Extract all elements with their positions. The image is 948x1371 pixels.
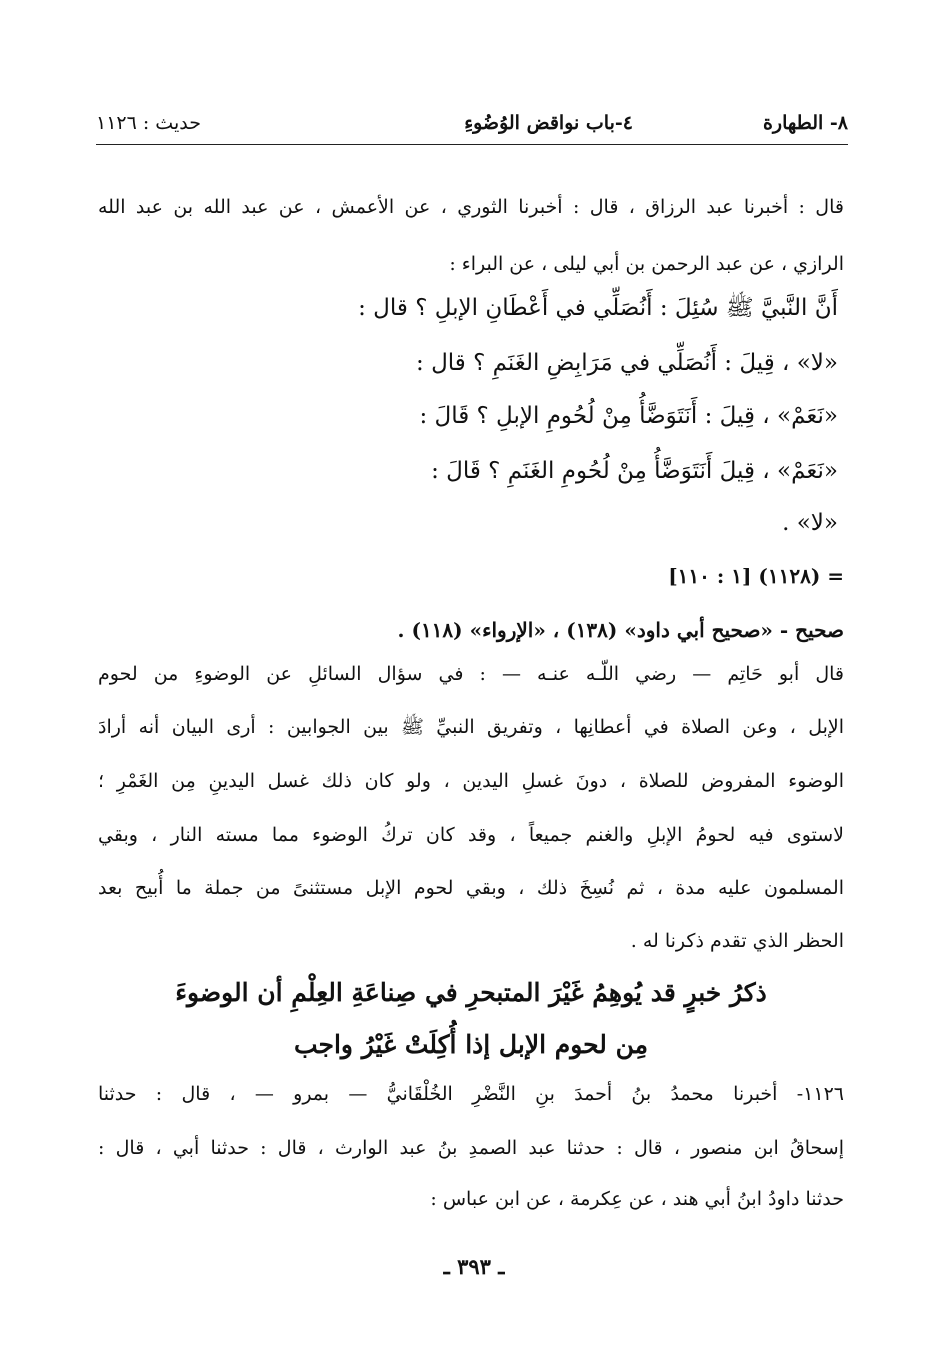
section-heading: ذكرُ خبرٍ قد يُوهِمُ غَيْرَ المتبحرِ في صِناعَةِ العِلْمِ أن الوضوءَ (175, 978, 767, 1007)
hadith-reference: حديث : ١١٢٦ (96, 112, 201, 134)
running-header (96, 108, 848, 145)
commentary-line: الإبل ، وعن الصلاة في أعطانِها ، وتفريق النبيِّ ﷺ بين الجوابين : أرى البيان أنه أرادَ (98, 716, 844, 738)
commentary-line: الحظر الذي تقدم ذكرنا له . (630, 930, 844, 952)
text-line: قال : أخبرنا عبد الرزاق ، قال : أخبرنا الثوري ، عن الأعمش ، عن عبد الله بن عبد الله (98, 196, 844, 218)
text-line: الرازي ، عن عبد الرحمن بن أبي ليلى ، عن البراء : (449, 253, 844, 275)
grading-note: صحيح - «صحيح أبي داود» (١٣٨) ، «الإرواء» (١١٨) . (397, 618, 844, 642)
hadith-chain-line: ١١٢٦- أخبرنا محمدُ بنُ أحمدَ بنِ النَّضْرِ الخُلْقَانيُّ — بمرو — ، قال : حدثنا (98, 1083, 844, 1105)
hadith-text-line: «لا» . (782, 510, 838, 536)
hadith-chain-line: حدثنا داودُ ابنُ أبي هند ، عن عِكرمة ، عن ابن عباس : (430, 1188, 844, 1210)
cross-reference: = (١١٢٨) [١ : ١١٠] (668, 564, 844, 588)
hadith-text-line: أَنَّ النَّبيَّ ﷺ سُئِلَ : أَنُصَلِّي في أَعْطَانِ الإبلِ ؟ قال : (358, 295, 838, 321)
hadith-text-line: «نَعَمْ» ، قِيلَ أَنَتَوَضَّأُ مِنْ لُحُومِ الغَنَمِ ؟ قَالَ : (431, 458, 838, 484)
page-number: ـ ٣٩٣ ـ (443, 1254, 505, 1279)
commentary-line: قال أبو حَاتِم — رضي اللّـه عنـه — : في سؤال السائلِ عن الوضوءِ من لحوم (98, 663, 844, 685)
chapter-title: ٨- الطهارة (762, 112, 848, 134)
section-heading: مِن لحوم الإبل إذا أُكِلَتْ غَيْرُ واجب (293, 1030, 649, 1059)
hadith-text-line: «لا» ، قِيلَ : أَنُصَلِّي في مَرَابِضِ الغَنَمِ ؟ قال : (416, 350, 838, 376)
section-title: ٤-باب نواقض الوُضُوءِ (464, 112, 633, 134)
commentary-line: الوضوء المفروض للصلاة ، دونَ غسلِ اليدين ، ولو كان ذلك غسل اليدينِ مِن الغَمْرِ ؛ (98, 770, 844, 792)
commentary-line: المسلمون عليه مدة ، ثم نُسِخَ ذلك ، وبقي لحوم الإبل مستثنىً من جملة ما أُبيح بعد (98, 877, 844, 899)
hadith-text-line: «نَعَمْ» ، قِيلَ : أَنَتَوَضَّأُ مِنْ لُحُومِ الإبلِ ؟ قَالَ : (419, 403, 838, 429)
commentary-line: لاستوى فيه لحومُ الإبلِ والغنم جميعاً ، وقد كان تركُ الوضوء مما مسته النار ، وبقي (98, 824, 844, 846)
hadith-chain-line: إسحاقُ ابن منصور ، قال : حدثنا عبد الصمدِ بنُ عبد الوارث ، قال : حدثنا أبي ، قال : (98, 1137, 844, 1159)
